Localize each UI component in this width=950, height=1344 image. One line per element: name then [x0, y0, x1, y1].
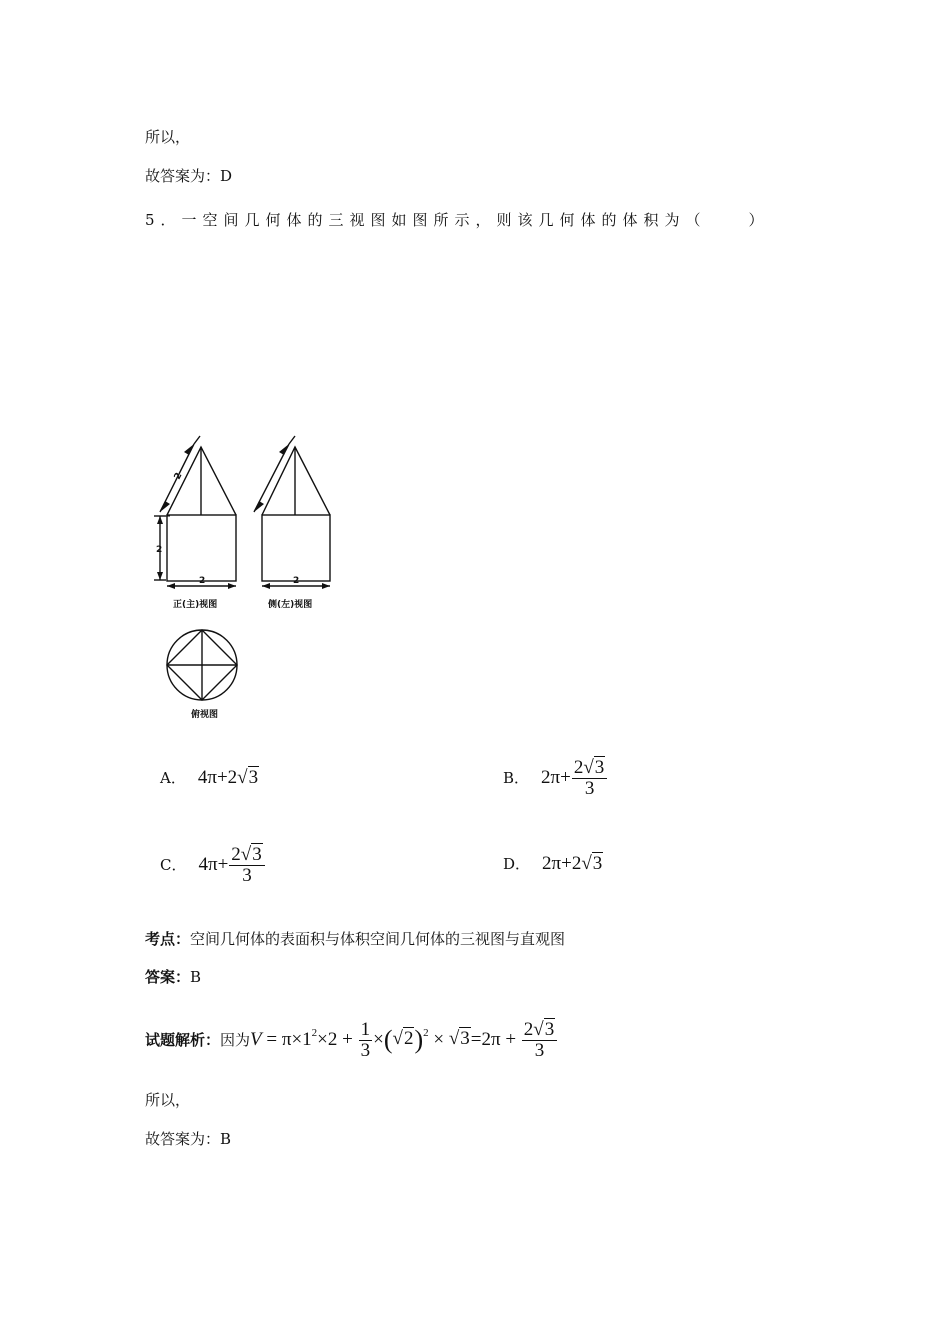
dim-label-front-width: 2 [199, 576, 206, 586]
option-a-label: A． [160, 769, 186, 787]
text-line-so-1: 所以， [145, 128, 191, 146]
kaodian-label: 考点： [145, 930, 191, 948]
option-b [503, 755, 608, 801]
daan-line [145, 967, 201, 987]
option-a [160, 763, 259, 793]
jiexi-label: 试题解析： [145, 1031, 221, 1049]
question-5: 5．一空间几何体的三视图如图所示，则该几何体的体积为（ ） [145, 211, 770, 229]
option-d [503, 849, 603, 879]
front-view-caption: 正(主)视图 [173, 600, 218, 610]
kaodian-line [145, 929, 565, 949]
option-d-label: D． [503, 855, 531, 873]
dim-label-slant: 2 [172, 471, 185, 482]
option-b-expression: 2π+ $\frac{2√3}{3}$ [541, 758, 608, 799]
dim-label-vertical: 2 [156, 545, 163, 555]
kaodian-text: 空间几何体的表面积与体积空间几何体的三视图与直观图 [190, 930, 566, 948]
option-c-label: C． [160, 856, 187, 874]
text-line-answer-final: 故答案为：B [145, 1130, 232, 1148]
option-c-expression: 4π+ $\frac{2√3}{3}$ [198, 845, 265, 886]
front-view [154, 436, 236, 586]
option-b-label: B． [503, 769, 530, 787]
jiexi-formula: $V = \pi\times 1^2\times 2$ + $\frac{1}{3}$ $\times(√2)^2 \times √3=2\pi$ + $\frac{2√3}{3}$ [250, 1020, 558, 1061]
option-a-expression: 4π+2√3 [197, 767, 259, 788]
text-line-answer-previous: 故答案为：D [145, 167, 233, 185]
jiexi-lead: 因为 [220, 1031, 251, 1049]
option-d-expression: 2π+2√3 [542, 853, 603, 874]
top-view-caption: 俯视图 [191, 710, 219, 720]
option-c [160, 842, 266, 888]
dim-label-side-width: 2 [293, 576, 300, 586]
side-view [254, 436, 330, 586]
daan-text: B [190, 968, 202, 986]
top-view [167, 630, 237, 700]
side-view-caption: 侧(左)视图 [268, 600, 313, 610]
text-line-so-2: 所以， [145, 1091, 191, 1109]
three-view-figure [140, 432, 350, 722]
jiexi-line [145, 1014, 558, 1066]
daan-label: 答案： [145, 968, 191, 986]
